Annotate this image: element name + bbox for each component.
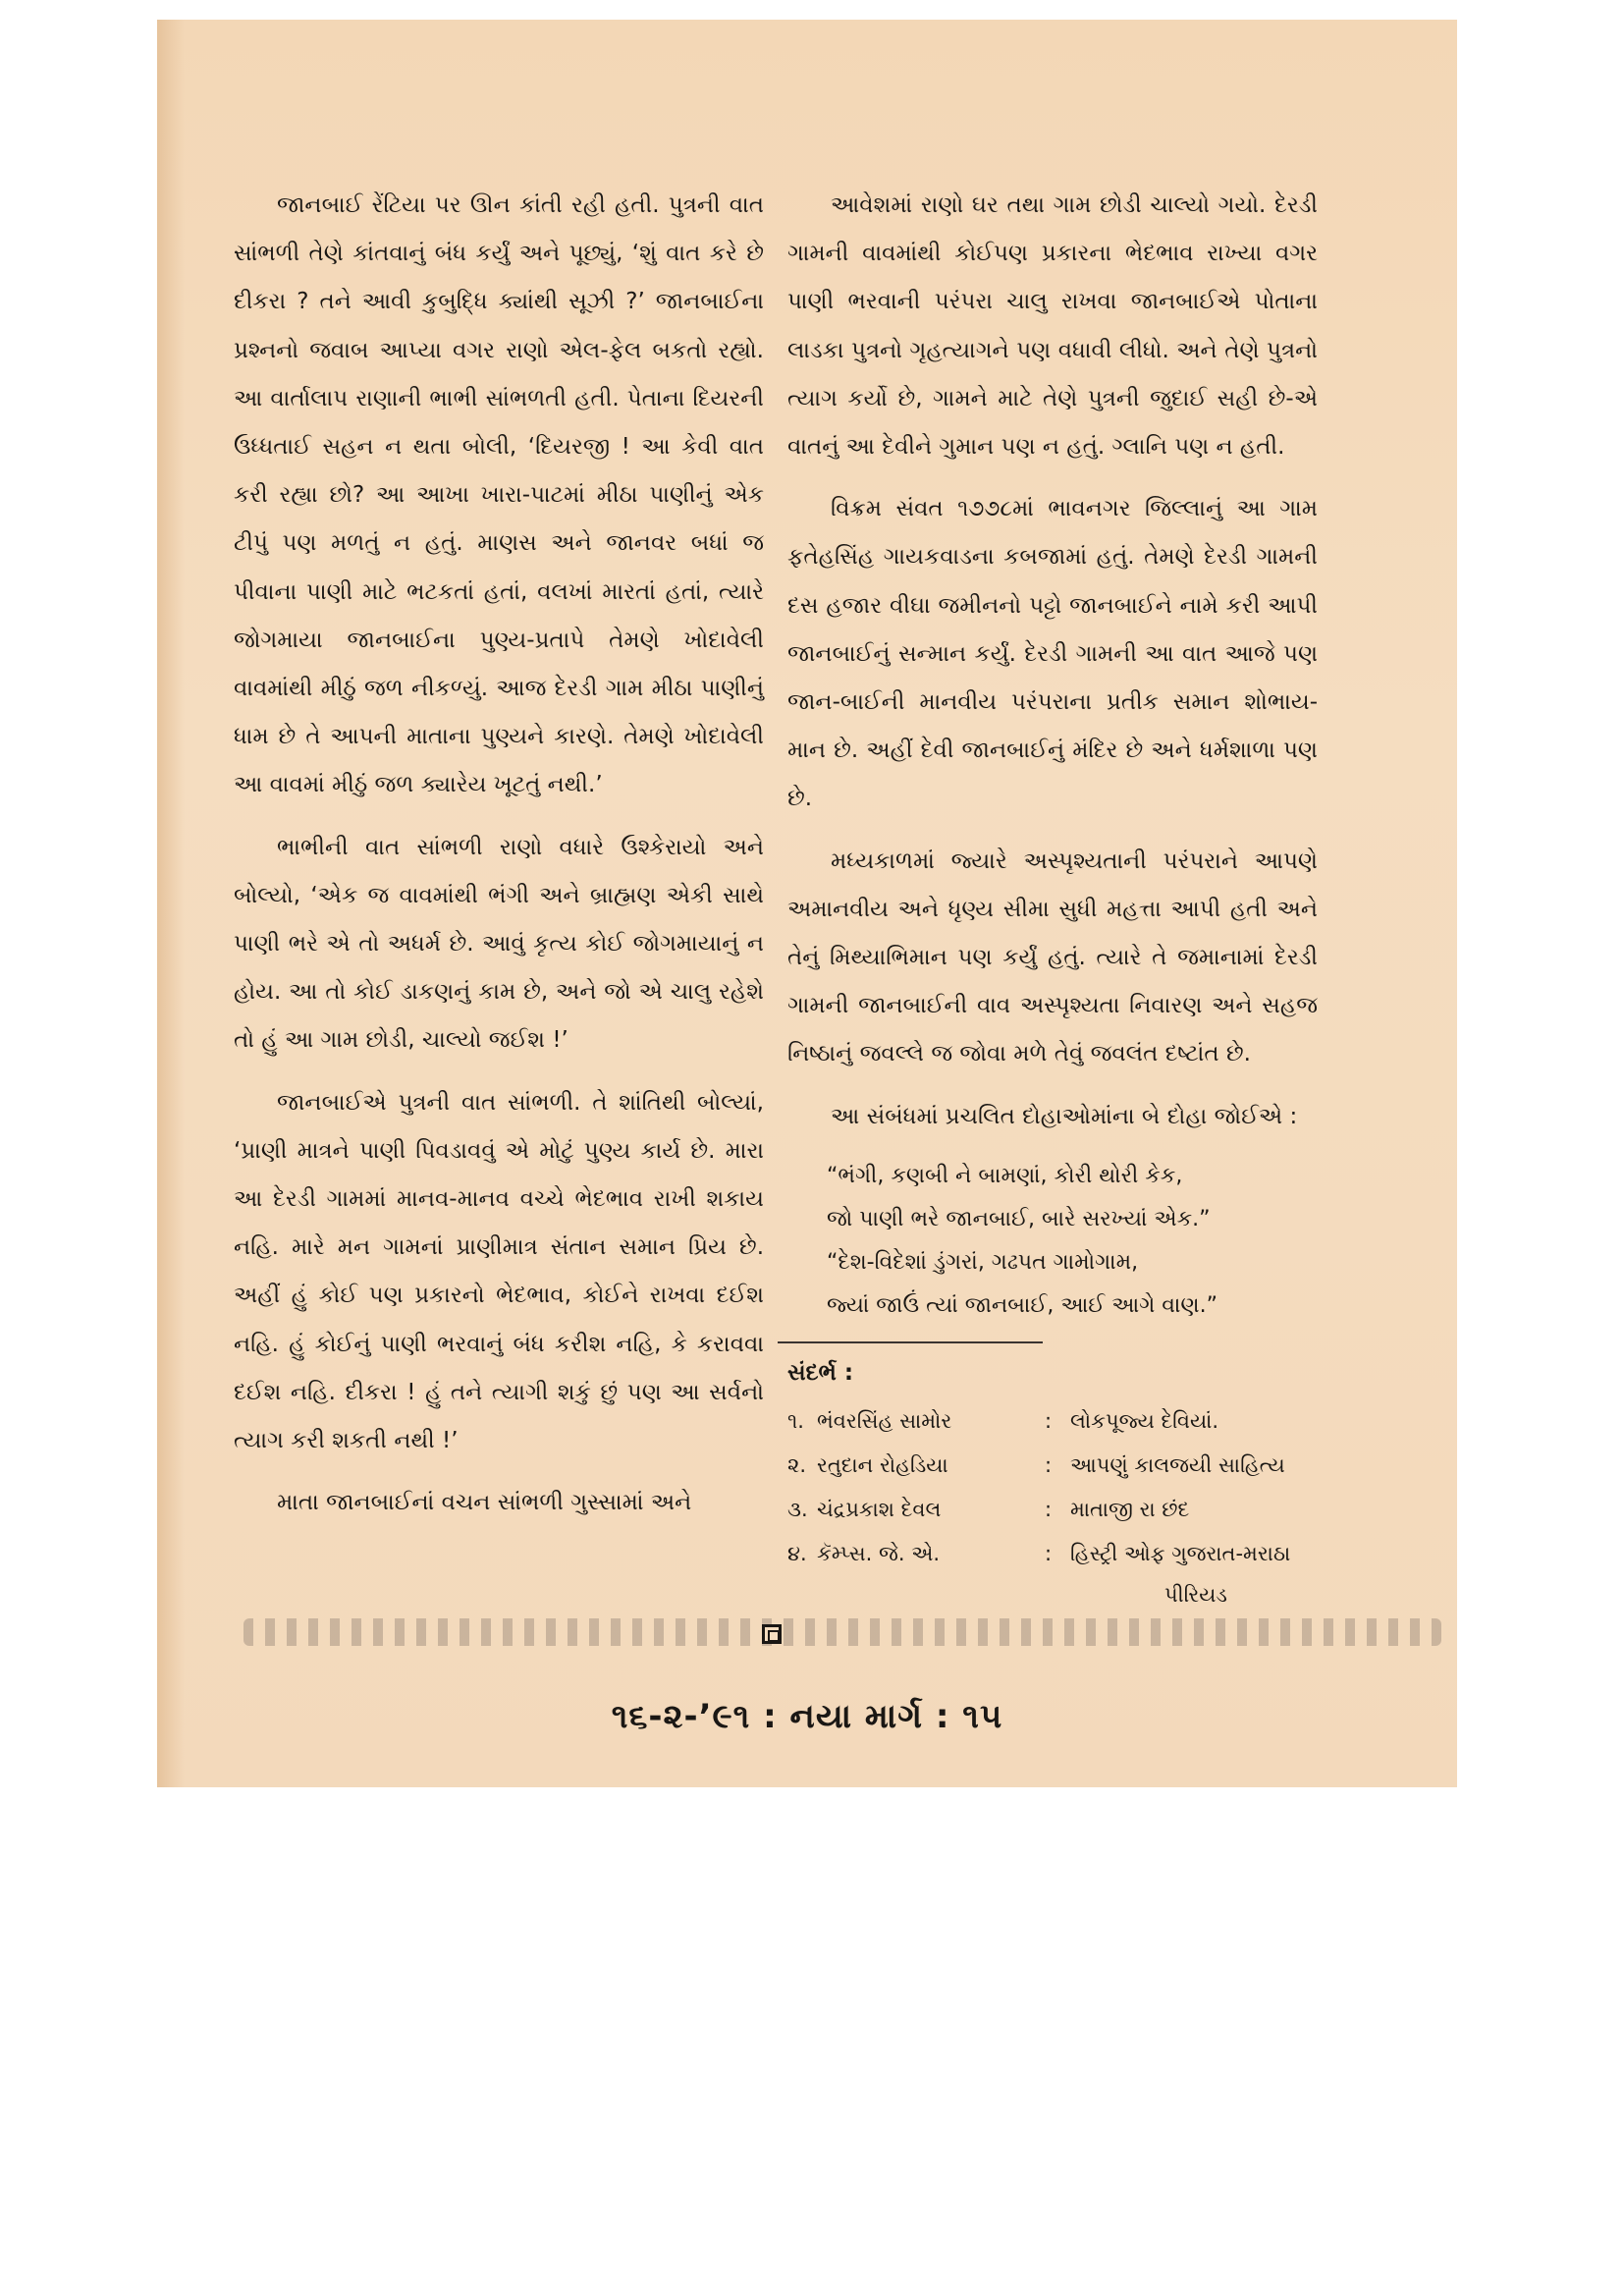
reference-continuation: પીરિયડ <box>1164 1583 1227 1608</box>
reference-author: ચંદ્રપ્રકાશ દેવલ <box>817 1498 942 1522</box>
reference-title: હિસ્ટ્રી ઓફ ગુજરાત-મરાઠા <box>1070 1542 1291 1566</box>
reference-number: ૧. <box>787 1409 804 1434</box>
paragraph: વિક્રમ સંવત ૧૭૭૮માં ભાવનગર જિલ્લાનું આ ગામ ફતેહસિંહ ગાયકવાડના કબજામાં હતું. તેમણે દેરડી ગામની દસ હજાર વીઘા જમીનનો પટ્ટો જાનબાઈને નામે કરી આપી જાનબાઈનું સન્માન કર્યું. દેરડી ગામની આ વાત આજે પણ જાન-બાઈની માનવીય પરંપરાના પ્રતીક સમાન શોભાય-માન છે. અહીં દેવી જાનબાઈનું મંદિર છે અને ધર્મશાળા પણ છે. <box>787 496 1318 812</box>
paragraph: માતા જાનબાઈનાં વચન સાંભળી ગુસ્સામાં અને <box>277 1490 692 1516</box>
reference-author: રતુદાન રોહડિયા <box>817 1453 948 1478</box>
paragraph: ભાભીની વાત સાંભળી રાણો વધારે ઉશ્કેરાયો અને બોલ્યો, ‘એક જ વાવમાંથી ભંગી અને બ્રાહ્મણ એકી સાથે પાણી ભરે એ તો અધર્મ છે. આવું કૃત્ય કોઈ જોગમાયાનું ન હોય. આ તો કોઈ ડાકણનું કામ છે, અને જો એ ચાલુ રહેશે તો હું આ ગામ છોડી, ચાલ્યો જઈશ !’ <box>234 834 764 1054</box>
decorative-border <box>243 1618 1441 1646</box>
right-column <box>787 182 1318 1613</box>
reference-item <box>787 1532 1318 1576</box>
magazine-page <box>157 20 1457 1787</box>
reference-separator: : <box>1045 1409 1053 1434</box>
reference-title: લોકપૂજ્ય દેવિયાં. <box>1070 1409 1219 1434</box>
reference-separator: : <box>1045 1453 1053 1478</box>
paragraph: જાનબાઈ રેંટિયા પર ઊન કાંતી રહી હતી. પુત્રની વાત સાંભળી તેણે કાંતવાનું બંધ કર્યું અને પૂછ્યું, ‘શું વાત કરે છે દીકરા ? તને આવી કુબુદ્ધિ ક્યાંથી સૂઝી ?’ જાનબાઈના પ્રશ્નનો જવાબ આપ્યા વગર રાણો એલ-ફેલ બકતો રહ્યો. આ વાર્તાલાપ રાણાની ભાભી સાંભળતી હતી. પેતાના દિયરની ઉધ્ધતાઈ સહન ન થતા બોલી, ‘દિયરજી ! આ કેવી વાત કરી રહ્યા છો? આ આખા ખારા-પાટમાં મીઠા પાણીનું એક ટીપું પણ મળતું ન હતું. માણસ અને જાનવર બધાં જ પીવાના પાણી માટે ભટકતાં હતાં, વલખાં મારતાં હતાં, ત્યારે જોગમાયા જાનબાઈના પુણ્ય-પ્રતાપે તેમણે ખોદાવેલી વાવમાંથી મીઠું જળ નીકળ્યું. આજ દેરડી ગામ મીઠા પાણીનું ધામ છે તે આપની માતાના પુણ્યને કારણે. તેમણે ખોદાવેલી આ વાવમાં મીઠું જળ ક્યારેય ખૂટતું નથી.’ <box>234 192 764 798</box>
reference-item <box>787 1488 1318 1532</box>
verse-line: જો પાણી ભરે જાનબાઈ, બારે સરખ્યાં એક.” <box>827 1206 1211 1231</box>
verse-line: જ્યાં જાઉં ત્યાં જાનબાઈ, આઈ આગે વાણ.” <box>827 1292 1217 1318</box>
reference-number: ૪. <box>787 1542 807 1566</box>
reference-author: કૅમ્પ્સ. જે. એ. <box>817 1542 941 1566</box>
reference-title: માતાજી રા છંદ <box>1070 1498 1190 1522</box>
reference-number: ૨. <box>787 1453 807 1478</box>
reference-item <box>787 1399 1318 1444</box>
divider <box>778 1341 1043 1343</box>
paragraph: આવેશમાં રાણો ઘર તથા ગામ છોડી ચાલ્યો ગયો. દેરડી ગામની વાવમાંથી કોઈપણ પ્રકારના ભેદભાવ રાખ્યા વગર પાણી ભરવાની પરંપરા ચાલુ રાખવા જાનબાઈએ પોતાના લાડકા પુત્રનો ગૃહત્યાગને પણ વધાવી લીધો. અને તેણે પુત્રનો ત્યાગ કર્યો છે, ગામને માટે તેણે પુત્રની જુદાઈ સહી છે-એ વાતનું આ દેવીને ગુમાન પણ ન હતું. ગ્લાનિ પણ ન હતી. <box>787 192 1318 461</box>
reference-author: ભંવરસિંહ સામોર <box>817 1409 952 1434</box>
references-heading: સંદર્ભ : <box>787 1359 854 1386</box>
reference-title: આપણું કાલજયી સાહિત્ય <box>1070 1453 1285 1478</box>
reference-number: ૩. <box>787 1498 808 1522</box>
reference-separator: : <box>1045 1498 1053 1522</box>
reference-item <box>787 1444 1318 1488</box>
reference-separator: : <box>1045 1542 1053 1566</box>
left-column <box>234 182 764 1541</box>
page-footer: ૧૬-૨-’૯૧ : નયા માર્ગ : ૧૫ <box>611 1697 1003 1736</box>
verse-line: “દેશ-વિદેશાં ડુંગરાં, ગઢપત ગામોગામ, <box>827 1249 1139 1275</box>
paragraph: મધ્યકાળમાં જ્યારે અસ્પૃશ્યતાની પરંપરાને આપણે અમાનવીય અને ધૃણ્ય સીમા સુધી મહત્તા આપી હતી અને તેનું મિથ્યાભિમાન પણ કર્યું હતું. ત્યારે તે જમાનામાં દેરડી ગામની જાનબાઈની વાવ અસ્પૃશ્યતા નિવારણ અને સહજ નિષ્ઠાનું જવલ્લે જ જોવા મળે તેવું જવલંત દષ્ટાંત છે. <box>787 847 1318 1067</box>
verse-block <box>787 1155 1318 1328</box>
scan-shadow <box>157 20 185 1787</box>
paragraph: આ સંબંધમાં પ્રચલિત દોહાઓમાંના બે દોહા જોઈએ : <box>831 1103 1298 1129</box>
paragraph: જાનબાઈએ પુત્રની વાત સાંભળી. તે શાંતિથી બોલ્યાં, ‘પ્રાણી માત્રને પાણી પિવડાવવું એ મોટું પુણ્ય કાર્ય છે. મારા આ દેરડી ગામમાં માનવ-માનવ વચ્ચે ભેદભાવ રાખી શકાય નહિ. મારે મન ગામનાં પ્રાણીમાત્ર સંતાન સમાન પ્રિય છે. અહીં હું કોઈ પણ પ્રકારનો ભેદભાવ, કોઈને રાખવા દઈશ નહિ. હું કોઈનું પાણી ભરવાનું બંધ કરીશ નહિ, કે કરાવવા દઈશ નહિ. દીકરા ! હું તને ત્યાગી શકું છું પણ આ સર્વનો ત્યાગ કરી શકતી નથી !’ <box>234 1089 764 1454</box>
verse-line: “ભંગી, કણબી ને બામણાં, કોરી થોરી કેક, <box>827 1163 1183 1188</box>
end-of-article-icon <box>762 1624 782 1644</box>
